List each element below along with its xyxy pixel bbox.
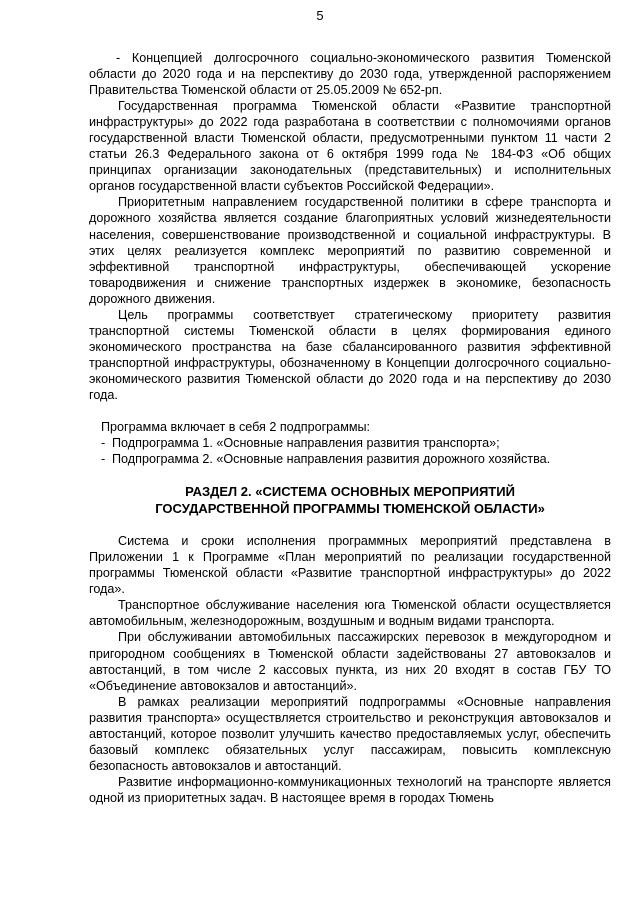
paragraph-transport-service: Транспортное обслуживание населения юга Тюменской области осуществляется автомобильным, железнодорожным, воздушным и водным видами транспорта. xyxy=(89,598,611,629)
subprogram-2-label: Подпрограмма 2. «Основные направления развития дорожного хозяйства. xyxy=(112,452,551,467)
paragraph-ict-development: Развитие информационно-коммуникационных технологий на транспорте является одной из приоритетных задач. В настоящее время в городах Тюмень xyxy=(89,774,611,805)
spacer xyxy=(89,517,611,533)
list-item xyxy=(89,435,611,451)
dash-bullet: - xyxy=(101,452,106,467)
subprograms-list xyxy=(89,435,611,467)
subprogram-1-label: Подпрограмма 1. «Основные направления развития транспорта»; xyxy=(112,436,500,451)
page-content xyxy=(89,50,611,806)
paragraph-priority-direction: Приоритетным направлением государственной политики в сфере транспорта и дорожного хозяйства является создание благоприятных условий жизнедеятельности населения, совершенствование производственной и социальной инфраструктуры. В этих целях реализуется комплекс мероприятий по развитию современной и эффективной транспортной инфраструктуры, обеспечивающей ускорение товародвижения и снижение транспортных издержек в экономике, безопасность дорожного движения. xyxy=(89,195,611,306)
section-title-line-2: ГОСУДАРСТВЕННОЙ ПРОГРАММЫ ТЮМЕНСКОЙ ОБЛАСТИ» xyxy=(155,501,545,517)
spacer xyxy=(89,467,611,483)
paragraph-program-basis: Государственная программа Тюменской области «Развитие транспортной инфраструктуры» до 2022 года разработана в соответствии с полномочиями органов государственной власти Тюменской области, предусмотренными пунктом 11 части 2 статьи 26.3 Федерального закона от 6 октября 1999 года № 184-ФЗ «Об общих принципах организации законодательных (представительных) и исполнительных органов государственной власти субъектов Российской Федерации». xyxy=(89,99,611,194)
list-item xyxy=(89,451,611,467)
spacer xyxy=(89,403,611,419)
paragraph-concept-reference: - Концепцией долгосрочного социально-экономического развития Тюменской области до 2020 года и на перспективу до 2030 года, утвержденной распоряжением Правительства Тюменской области от 25.05.2009 № 652-рп. xyxy=(89,51,611,98)
paragraph-schedule-reference: Система и сроки исполнения программных мероприятий представлена в Приложении 1 к Программе «План мероприятий по реализации государственной программы Тюменской области «Развитие транспортной инфраструктуры» до 2022 года». xyxy=(89,534,611,597)
section-title-line-1: РАЗДЕЛ 2. «СИСТЕМА ОСНОВНЫХ МЕРОПРИЯТИЙ xyxy=(185,484,515,500)
dash-bullet: - xyxy=(101,436,106,451)
subprograms-intro: Программа включает в себя 2 подпрограммы: xyxy=(101,420,371,435)
paragraph-program-goal: Цель программы соответствует стратегическому приоритету развития транспортной системы Тюменской области в целях формирования единого экономического пространства на базе сбалансированного развития эффективной транспортной инфраструктуры, обозначенному в Концепции долгосрочного социально-экономического развития Тюменской области до 2020 года и на перспективу до 2030 года. xyxy=(89,307,611,402)
paragraph-construction: В рамках реализации мероприятий подпрограммы «Основные направления развития транспорта» осуществляется строительство и реконструкция автовокзалов и автостанций, которое позволит улучшить качество предоставляемых услуг, обеспечить базовый комплекс обязательных услуг пассажирам, повысить комплексную безопасность автовокзалов и автостанций. xyxy=(89,694,611,773)
section-title xyxy=(89,483,611,517)
paragraph-bus-stations: При обслуживании автомобильных пассажирских перевозок в междугородном и пригородном сообщениях в Тюменской области задействованы 27 автовокзалов и автостанций, в том числе 2 кассовых пункта, из них 20 входят в состав ГБУ ТО «Объединение автовокзалов и автостанций». xyxy=(89,630,611,693)
page-number: 5 xyxy=(316,8,324,23)
